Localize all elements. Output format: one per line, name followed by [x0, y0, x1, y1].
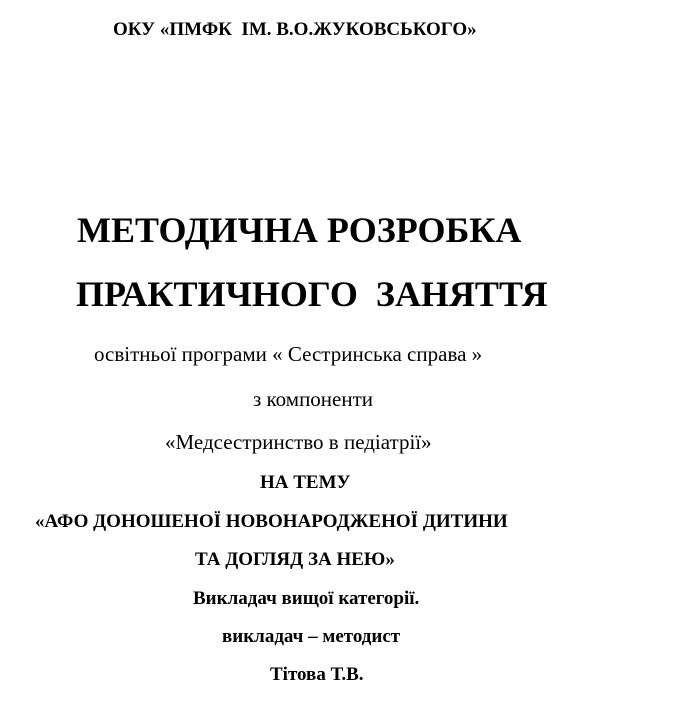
institution-name: ОКУ «ПМФК ІМ. В.О.ЖУКОВСЬКОГО» — [113, 19, 477, 40]
topic-line-2: ТА ДОГЛЯД ЗА НЕЮ» — [195, 549, 395, 570]
program-name: освітньої програми « Сестринська справа » — [94, 342, 483, 366]
component-name: «Медсестринство в педіатрії» — [165, 430, 432, 454]
author-name: Тітова Т.В. — [270, 664, 364, 685]
author-position: викладач – методист — [222, 626, 401, 647]
document-title-line-2: ПРАКТИЧНОГО ЗАНЯТТЯ — [76, 274, 548, 314]
topic-intro: НА ТЕМУ — [260, 472, 351, 493]
author-category: Викладач вищої категорії. — [193, 588, 420, 609]
topic-line-1: «АФО ДОНОШЕНОЇ НОВОНАРОДЖЕНОЇ ДИТИНИ — [35, 511, 508, 532]
component-intro: з компоненти — [253, 387, 374, 411]
document-title-line-1: МЕТОДИЧНА РОЗРОБКА — [77, 210, 522, 250]
